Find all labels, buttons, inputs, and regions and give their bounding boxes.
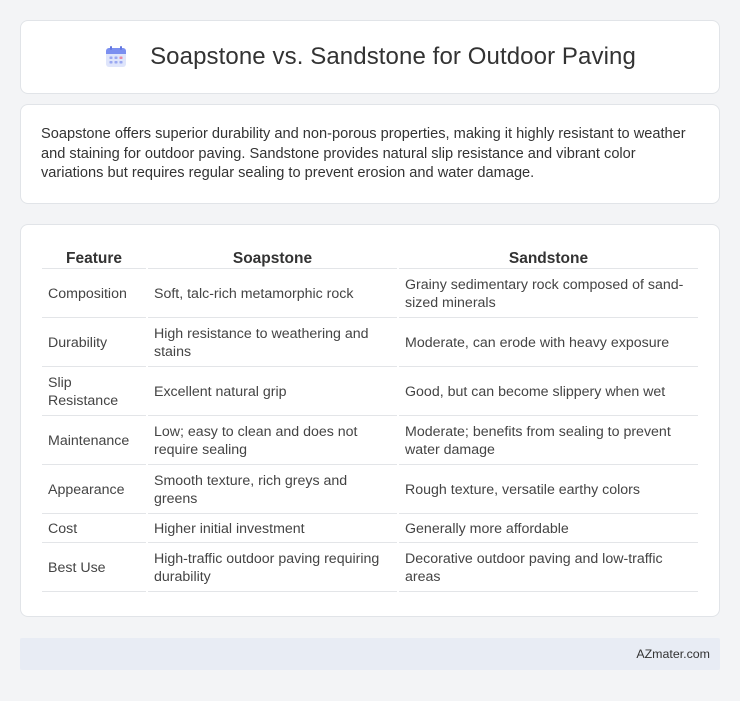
table-row — [42, 467, 698, 514]
table-header-row — [42, 247, 698, 269]
soapstone-cell: Higher initial investment — [148, 516, 397, 543]
sandstone-cell: Good, but can become slippery when wet — [399, 369, 698, 416]
header-soapstone: Soapstone — [148, 247, 397, 269]
feature-cell: Composition — [42, 271, 146, 318]
soapstone-cell: Low; easy to clean and does not require sealing — [148, 418, 397, 465]
footer-site-link[interactable]: AZmater.com — [636, 647, 710, 661]
table-row — [42, 271, 698, 318]
header-sandstone: Sandstone — [399, 247, 698, 269]
sandstone-cell: Moderate, can erode with heavy exposure — [399, 320, 698, 367]
soapstone-cell: Excellent natural grip — [148, 369, 397, 416]
sandstone-cell: Generally more affordable — [399, 516, 698, 543]
feature-cell: Appearance — [42, 467, 146, 514]
feature-cell: Maintenance — [42, 418, 146, 465]
footer-bar — [20, 638, 720, 670]
title-row — [104, 43, 636, 71]
header-feature: Feature — [42, 247, 146, 269]
sandstone-cell: Moderate; benefits from sealing to prevent water damage — [399, 418, 698, 465]
intro-card — [20, 104, 720, 204]
calendar-icon — [104, 45, 128, 69]
table-row — [42, 418, 698, 465]
table-row — [42, 545, 698, 592]
comparison-card — [20, 224, 720, 617]
table-row — [42, 516, 698, 543]
feature-cell: Cost — [42, 516, 146, 543]
soapstone-cell: Soft, talc-rich metamorphic rock — [148, 271, 397, 318]
feature-cell: Slip Resistance — [42, 369, 146, 416]
comparison-table — [40, 245, 700, 594]
feature-cell: Best Use — [42, 545, 146, 592]
title-card — [20, 20, 720, 94]
sandstone-cell: Rough texture, versatile earthy colors — [399, 467, 698, 514]
table-row — [42, 369, 698, 416]
feature-cell: Durability — [42, 320, 146, 367]
page-title: Soapstone vs. Sandstone for Outdoor Paving — [150, 43, 636, 70]
table-row — [42, 320, 698, 367]
sandstone-cell: Decorative outdoor paving and low-traffic areas — [399, 545, 698, 592]
soapstone-cell: Smooth texture, rich greys and greens — [148, 467, 397, 514]
soapstone-cell: High-traffic outdoor paving requiring durability — [148, 545, 397, 592]
sandstone-cell: Grainy sedimentary rock composed of sand-sized minerals — [399, 271, 698, 318]
intro-paragraph: Soapstone offers superior durability and non-porous properties, making it highly resistant to weather and staining for outdoor paving. Sandstone provides natural slip resistance and vibrant color variations but requires regular sealing to prevent erosion and water damage. — [41, 126, 686, 181]
soapstone-cell: High resistance to weathering and stains — [148, 320, 397, 367]
